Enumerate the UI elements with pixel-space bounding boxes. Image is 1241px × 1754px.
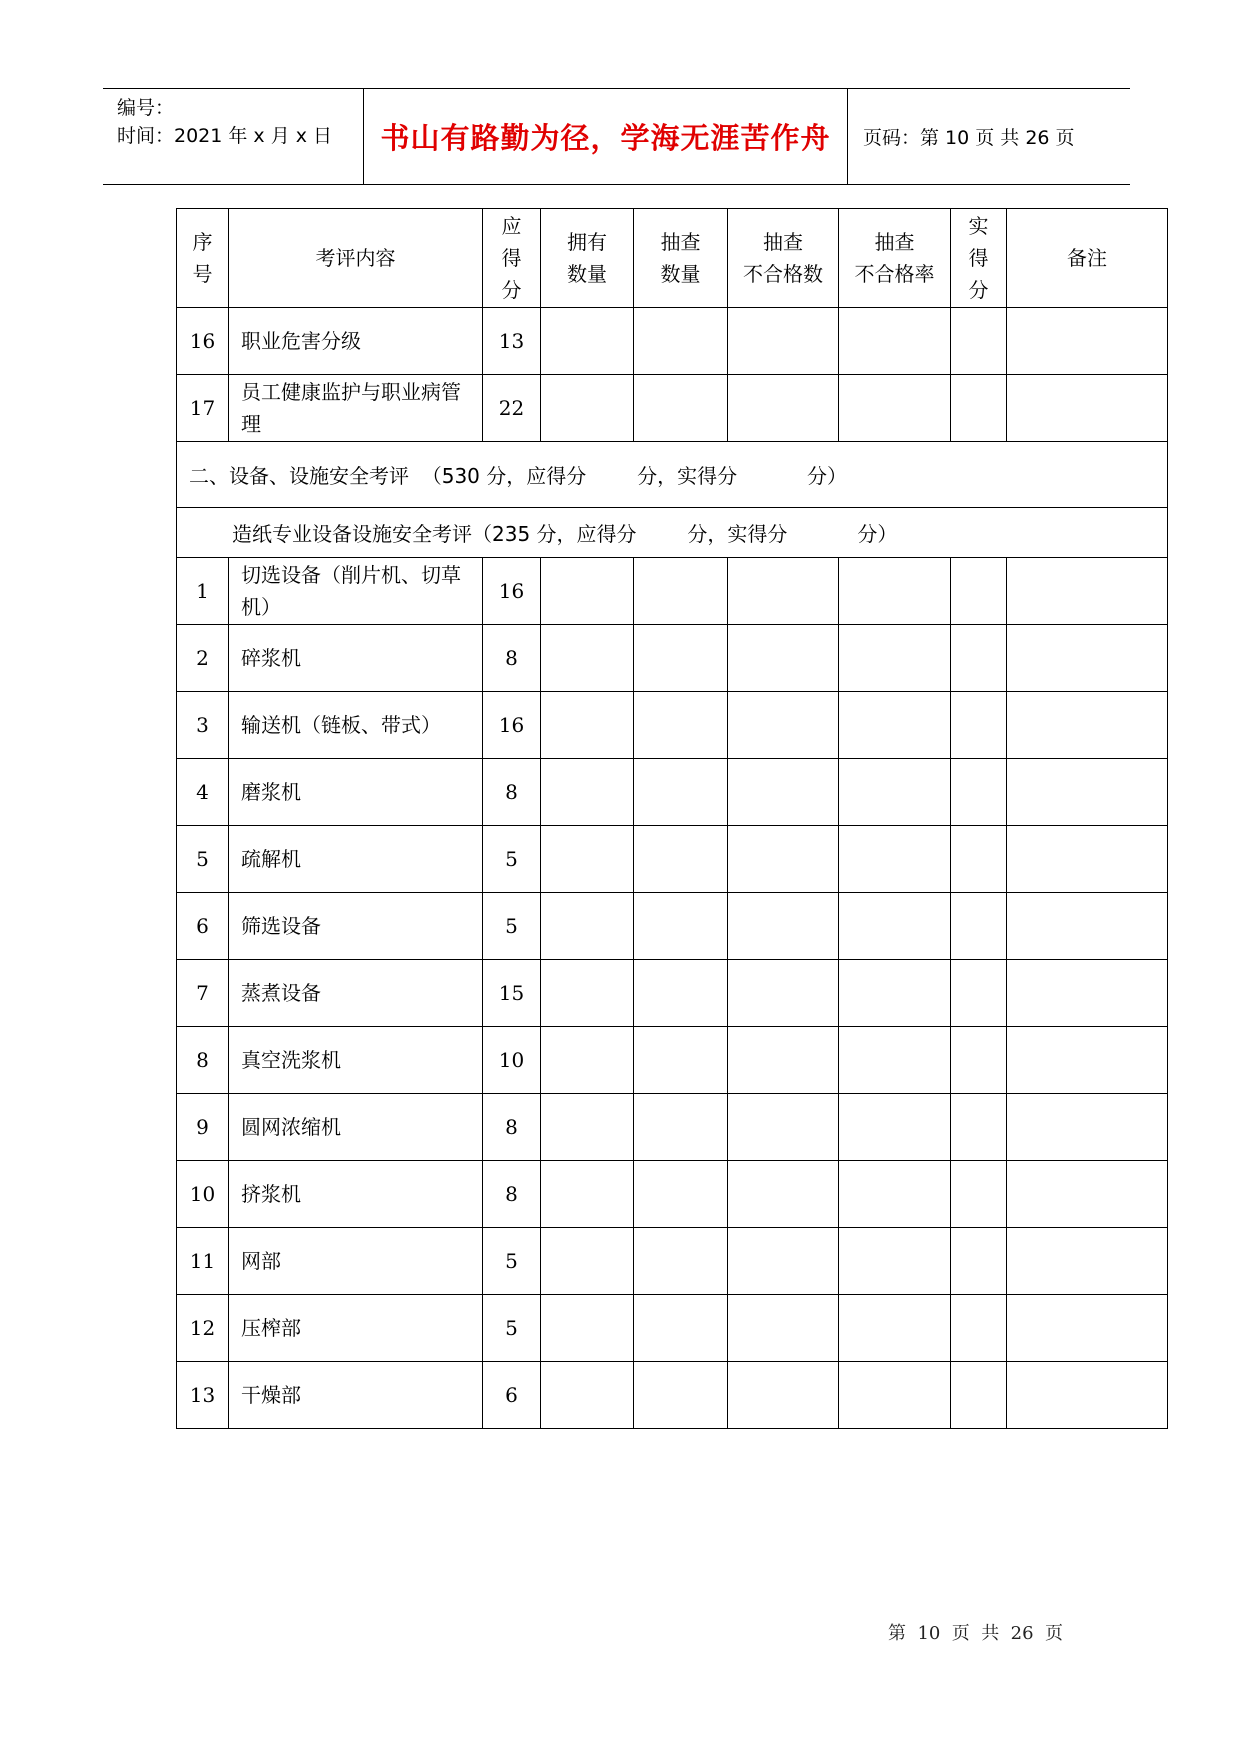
row-due-score: 6 (483, 1362, 541, 1429)
row-fail-count (728, 826, 839, 893)
page-number-label: 页码：第 10 页 共 26 页 (863, 127, 1075, 149)
row-number: 3 (177, 692, 229, 759)
row-remarks (1007, 1295, 1168, 1362)
row-fail-rate (839, 826, 951, 893)
row-actual-score (951, 1094, 1007, 1161)
table-row (177, 1161, 1168, 1228)
col-header-remarks: 备注 (1007, 209, 1168, 308)
slogan: 书山有路勤为径，学海无涯苦作舟 (380, 121, 831, 155)
row-fail-count (728, 1094, 839, 1161)
table-row (177, 1228, 1168, 1295)
row-owned-qty (541, 759, 634, 826)
row-owned-qty (541, 625, 634, 692)
row-number: 11 (177, 1228, 229, 1295)
row-fail-count (728, 558, 839, 625)
col-header-no: 序 号 (177, 209, 229, 308)
table-row (177, 1027, 1168, 1094)
subsection-row (177, 508, 1168, 558)
row-content: 切选设备（削片机、切草机） (229, 558, 483, 625)
row-owned-qty (541, 308, 634, 375)
row-sample-qty (634, 1027, 728, 1094)
row-fail-count (728, 759, 839, 826)
row-content: 网部 (229, 1228, 483, 1295)
row-owned-qty (541, 558, 634, 625)
row-sample-qty (634, 375, 728, 442)
row-owned-qty (541, 1094, 634, 1161)
row-fail-rate (839, 759, 951, 826)
table-row (177, 558, 1168, 625)
row-content: 干燥部 (229, 1362, 483, 1429)
table-row (177, 960, 1168, 1027)
row-number: 7 (177, 960, 229, 1027)
row-number: 6 (177, 893, 229, 960)
row-remarks (1007, 1027, 1168, 1094)
row-sample-qty (634, 1362, 728, 1429)
row-sample-qty (634, 1161, 728, 1228)
table-row (177, 308, 1168, 375)
row-remarks (1007, 759, 1168, 826)
col-header-content: 考评内容 (229, 209, 483, 308)
row-actual-score (951, 308, 1007, 375)
row-fail-rate (839, 558, 951, 625)
row-content: 员工健康监护与职业病管理 (229, 375, 483, 442)
row-number: 10 (177, 1161, 229, 1228)
row-remarks (1007, 558, 1168, 625)
row-due-score: 16 (483, 692, 541, 759)
row-fail-rate (839, 625, 951, 692)
row-number: 13 (177, 1362, 229, 1429)
row-due-score: 10 (483, 1027, 541, 1094)
table-row (177, 1362, 1168, 1429)
row-fail-count (728, 960, 839, 1027)
col-header-fail-count: 抽查 不合格数 (728, 209, 839, 308)
row-fail-count (728, 375, 839, 442)
row-sample-qty (634, 558, 728, 625)
row-owned-qty (541, 1228, 634, 1295)
row-fail-rate (839, 692, 951, 759)
document-date-label: 时间：2021 年 x 月 x 日 (117, 125, 333, 147)
col-header-fail-rate: 抽查 不合格率 (839, 209, 951, 308)
row-sample-qty (634, 308, 728, 375)
row-actual-score (951, 893, 1007, 960)
row-due-score: 8 (483, 625, 541, 692)
row-number: 5 (177, 826, 229, 893)
row-remarks (1007, 308, 1168, 375)
row-due-score: 15 (483, 960, 541, 1027)
row-content: 筛选设备 (229, 893, 483, 960)
row-fail-count (728, 692, 839, 759)
table-row (177, 893, 1168, 960)
row-owned-qty (541, 1362, 634, 1429)
row-due-score: 5 (483, 1228, 541, 1295)
row-due-score: 5 (483, 893, 541, 960)
col-header-owned-qty: 拥有 数量 (541, 209, 634, 308)
row-sample-qty (634, 759, 728, 826)
row-actual-score (951, 826, 1007, 893)
row-content: 蒸煮设备 (229, 960, 483, 1027)
table-row (177, 826, 1168, 893)
row-owned-qty (541, 1295, 634, 1362)
table-header-row (177, 209, 1168, 308)
row-due-score: 22 (483, 375, 541, 442)
table-row (177, 692, 1168, 759)
row-content: 磨浆机 (229, 759, 483, 826)
row-actual-score (951, 1027, 1007, 1094)
col-header-sample-qty: 抽查 数量 (634, 209, 728, 308)
row-sample-qty (634, 1094, 728, 1161)
row-remarks (1007, 1094, 1168, 1161)
evaluation-table (176, 208, 1168, 1429)
row-actual-score (951, 960, 1007, 1027)
row-owned-qty (541, 692, 634, 759)
row-fail-count (728, 625, 839, 692)
row-fail-count (728, 1228, 839, 1295)
row-due-score: 16 (483, 558, 541, 625)
row-number: 9 (177, 1094, 229, 1161)
row-fail-rate (839, 375, 951, 442)
row-owned-qty (541, 375, 634, 442)
table-row (177, 759, 1168, 826)
row-fail-rate (839, 1094, 951, 1161)
row-content: 输送机（链板、带式） (229, 692, 483, 759)
row-sample-qty (634, 625, 728, 692)
row-number: 8 (177, 1027, 229, 1094)
row-actual-score (951, 759, 1007, 826)
row-fail-count (728, 1362, 839, 1429)
row-remarks (1007, 893, 1168, 960)
row-due-score: 8 (483, 1094, 541, 1161)
row-sample-qty (634, 692, 728, 759)
row-owned-qty (541, 893, 634, 960)
row-fail-rate (839, 1027, 951, 1094)
row-fail-rate (839, 1228, 951, 1295)
row-fail-count (728, 1161, 839, 1228)
row-remarks (1007, 1362, 1168, 1429)
row-actual-score (951, 1228, 1007, 1295)
row-fail-count (728, 1295, 839, 1362)
row-sample-qty (634, 826, 728, 893)
row-actual-score (951, 1295, 1007, 1362)
row-actual-score (951, 625, 1007, 692)
row-actual-score (951, 1161, 1007, 1228)
row-remarks (1007, 1228, 1168, 1295)
row-content: 压榨部 (229, 1295, 483, 1362)
row-sample-qty (634, 960, 728, 1027)
row-content: 疏解机 (229, 826, 483, 893)
row-actual-score (951, 692, 1007, 759)
subsection-title: 造纸专业设备设施安全考评（235 分，应得分 分，实得分 分） (177, 508, 1168, 558)
table-row (177, 1094, 1168, 1161)
row-actual-score (951, 375, 1007, 442)
row-remarks (1007, 1161, 1168, 1228)
header-page-cell (849, 89, 1130, 184)
section-row (177, 442, 1168, 508)
row-due-score: 8 (483, 759, 541, 826)
row-content: 挤浆机 (229, 1161, 483, 1228)
row-remarks (1007, 625, 1168, 692)
header-meta (103, 89, 364, 184)
col-header-due-score: 应 得 分 (483, 209, 541, 308)
row-content: 真空洗浆机 (229, 1027, 483, 1094)
row-fail-rate (839, 1362, 951, 1429)
row-owned-qty (541, 960, 634, 1027)
row-content: 圆网浓缩机 (229, 1094, 483, 1161)
row-fail-count (728, 1027, 839, 1094)
row-fail-rate (839, 308, 951, 375)
row-content: 职业危害分级 (229, 308, 483, 375)
row-fail-rate (839, 1295, 951, 1362)
row-sample-qty (634, 893, 728, 960)
row-number: 4 (177, 759, 229, 826)
row-owned-qty (541, 1027, 634, 1094)
page-footer: 第 10 页 共 26 页 (888, 1623, 1064, 1644)
row-owned-qty (541, 1161, 634, 1228)
row-actual-score (951, 1362, 1007, 1429)
header-slogan-cell (364, 89, 848, 184)
row-due-score: 13 (483, 308, 541, 375)
row-sample-qty (634, 1295, 728, 1362)
table-row (177, 625, 1168, 692)
row-number: 2 (177, 625, 229, 692)
document-number-label: 编号： (117, 97, 175, 119)
row-due-score: 8 (483, 1161, 541, 1228)
row-fail-rate (839, 960, 951, 1027)
document-header (103, 88, 1130, 185)
row-number: 12 (177, 1295, 229, 1362)
row-remarks (1007, 375, 1168, 442)
row-content: 碎浆机 (229, 625, 483, 692)
row-number: 1 (177, 558, 229, 625)
row-fail-rate (839, 1161, 951, 1228)
row-owned-qty (541, 826, 634, 893)
row-due-score: 5 (483, 1295, 541, 1362)
col-header-actual-score: 实 得 分 (951, 209, 1007, 308)
row-fail-rate (839, 893, 951, 960)
row-number: 16 (177, 308, 229, 375)
row-actual-score (951, 558, 1007, 625)
row-remarks (1007, 692, 1168, 759)
row-fail-count (728, 893, 839, 960)
table-row (177, 1295, 1168, 1362)
row-remarks (1007, 960, 1168, 1027)
row-due-score: 5 (483, 826, 541, 893)
row-remarks (1007, 826, 1168, 893)
row-fail-count (728, 308, 839, 375)
row-number: 17 (177, 375, 229, 442)
table-row (177, 375, 1168, 442)
row-sample-qty (634, 1228, 728, 1295)
section-title: 二、设备、设施安全考评 （530 分，应得分 分，实得分 分） (177, 442, 1168, 508)
